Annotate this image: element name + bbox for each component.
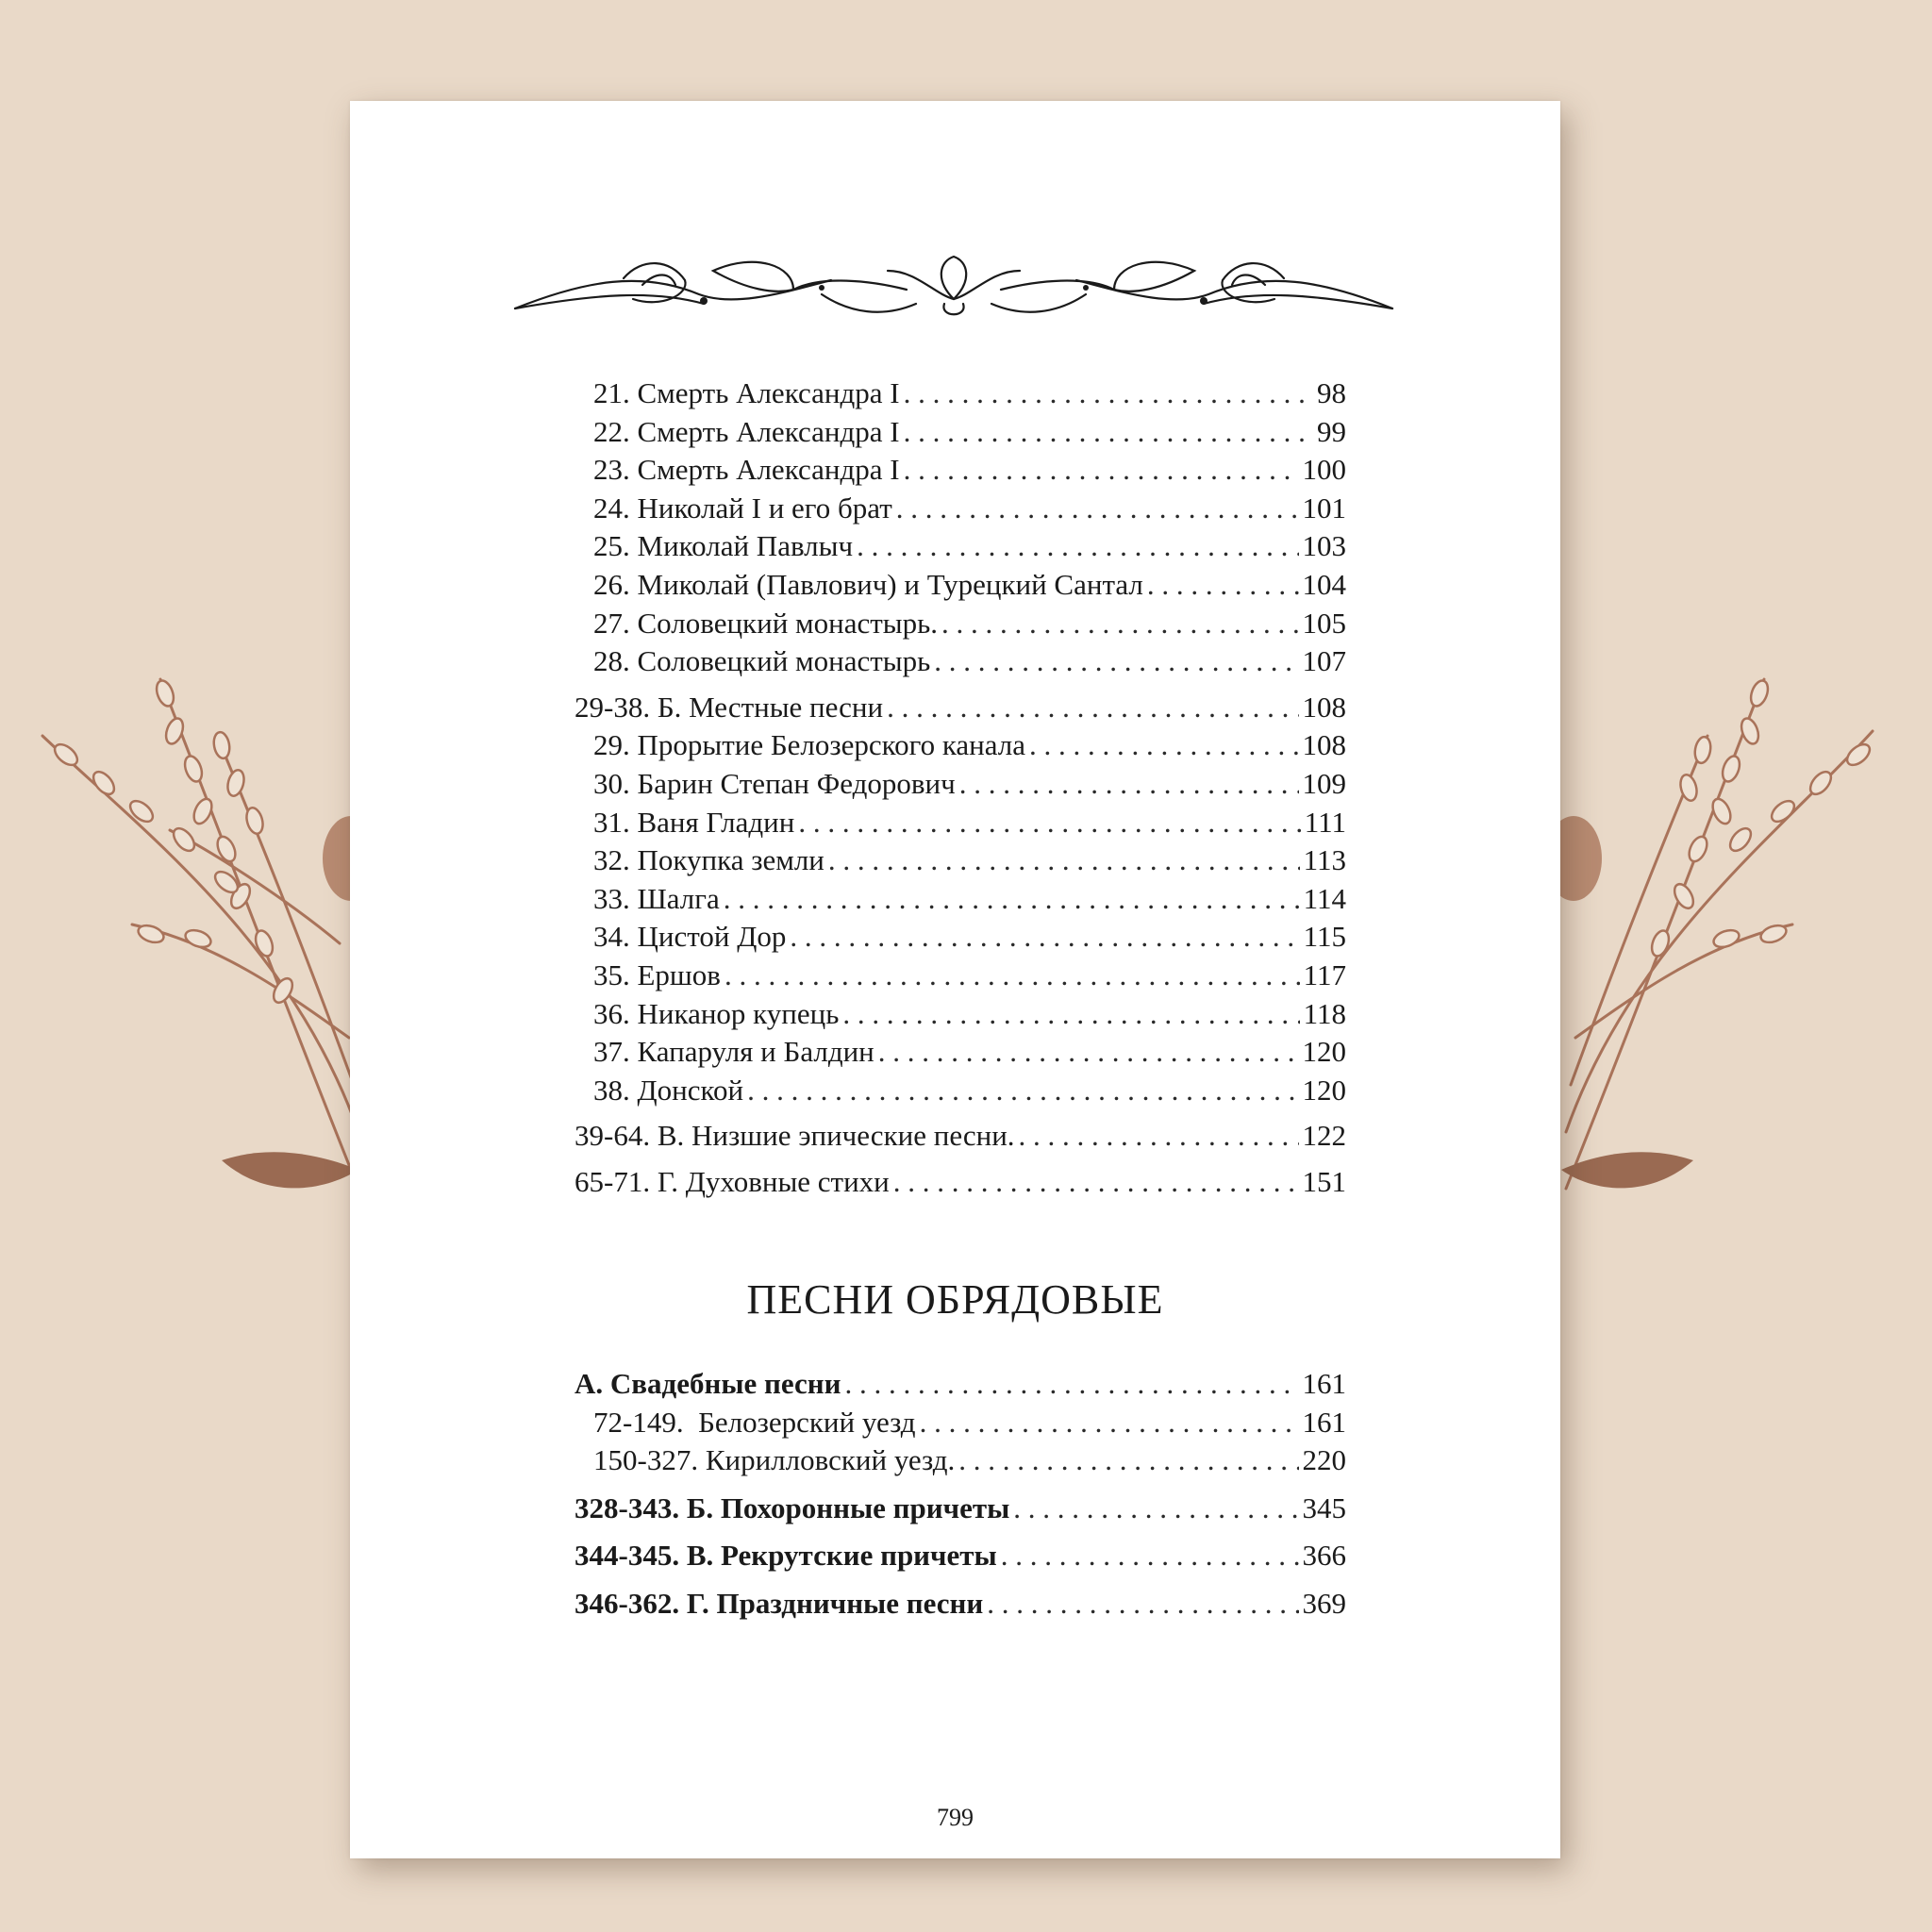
entry-title: Г. Праздничные песни <box>686 1586 984 1620</box>
toc-entry <box>575 375 1346 413</box>
dot-leader <box>828 841 1300 880</box>
entry-page: 369 <box>1302 1586 1346 1620</box>
toc-entry <box>575 995 1346 1034</box>
toc-entry <box>575 642 1346 681</box>
entry-number: 72-149. <box>593 1405 684 1439</box>
entry-number: 65-71. <box>575 1164 651 1198</box>
entry-title: Смерть Александра I <box>637 376 900 409</box>
dot-leader <box>958 1441 1298 1480</box>
dot-leader <box>904 413 1313 452</box>
toc-entry <box>575 918 1346 957</box>
right-leaf-icon <box>1561 1152 1693 1188</box>
entry-title: Ваня Гладин <box>637 805 795 839</box>
entry-page: 111 <box>1304 805 1346 839</box>
dot-leader <box>1147 566 1299 605</box>
entry-number: 30. <box>593 766 630 800</box>
entry-title: Цистой Дор <box>637 920 787 954</box>
dot-leader <box>896 490 1299 528</box>
entry-title: В. Рекрутские причеты <box>686 1539 997 1573</box>
entry-title: Донской <box>637 1073 744 1107</box>
entry-title: Б. Местные песни <box>657 690 884 724</box>
entry-number: 28. <box>593 644 630 678</box>
entry-number: 21. <box>593 376 630 409</box>
toc-section-entry <box>575 1117 1346 1156</box>
entry-number: 150-327. <box>593 1443 699 1477</box>
entry-number: 36. <box>593 996 630 1030</box>
entry-title: Смерть Александра I <box>637 414 900 448</box>
entry-title: Кирилловский уезд. <box>705 1443 956 1477</box>
entry-number: 29-38. <box>575 690 651 724</box>
entry-title: Прорытие Белозерского канала <box>637 728 1026 762</box>
toc-entry <box>575 841 1346 880</box>
toc-entry <box>575 490 1346 528</box>
entry-title: Соловецкий монастырь. <box>637 606 939 640</box>
dot-leader <box>934 642 1298 681</box>
entry-page: 120 <box>1302 1073 1346 1107</box>
entry-page: 108 <box>1302 728 1346 762</box>
dot-leader <box>724 957 1300 995</box>
toc-entry <box>575 765 1346 804</box>
toc-entry <box>575 880 1346 919</box>
entry-page: 101 <box>1302 491 1346 525</box>
entry-number: 24. <box>593 491 630 525</box>
toc-entry <box>575 451 1346 490</box>
dot-leader <box>845 1365 1299 1404</box>
entry-number: 32. <box>593 843 630 877</box>
entry-number: 39-64. <box>575 1119 651 1153</box>
entry-page: 118 <box>1303 996 1346 1030</box>
entry-number: 33. <box>593 881 630 915</box>
toc-entry <box>575 1404 1346 1442</box>
toc-entry <box>575 566 1346 605</box>
dot-leader <box>904 451 1299 490</box>
toc-section-entry <box>575 1585 1346 1624</box>
entry-title: Б. Похоронные причеты <box>686 1491 1010 1524</box>
toc-entry <box>575 1441 1346 1480</box>
left-leaf-icon <box>222 1152 358 1188</box>
entry-number: 29. <box>593 728 630 762</box>
toc-section-entry <box>575 1365 1346 1404</box>
dot-leader <box>747 1072 1298 1110</box>
entry-title: Николай I и его брат <box>637 491 892 525</box>
page-number: 799 <box>937 1804 974 1831</box>
entry-page: 115 <box>1303 920 1346 954</box>
entry-title: В. Низшие эпические песни. <box>657 1119 1015 1153</box>
entry-number: 34. <box>593 920 630 954</box>
toc-entry <box>575 605 1346 643</box>
dot-leader <box>1013 1490 1298 1528</box>
entry-title: Смерть Александра I <box>637 453 900 487</box>
toc-entry <box>575 527 1346 566</box>
toc-section-entry <box>575 689 1346 727</box>
entry-number: 27. <box>593 606 630 640</box>
dot-leader <box>904 375 1313 413</box>
dot-leader <box>959 765 1299 804</box>
entry-number: 25. <box>593 529 630 563</box>
entry-number: 37. <box>593 1035 630 1069</box>
entry-title: Белозерский уезд <box>698 1405 916 1439</box>
book-page <box>350 101 1560 1858</box>
dot-leader <box>790 918 1299 957</box>
ribbon-ornament-icon <box>510 242 1397 327</box>
entry-number: 38. <box>593 1073 630 1107</box>
entry-page: 107 <box>1302 644 1346 678</box>
dot-leader <box>920 1404 1299 1442</box>
entry-page: 122 <box>1302 1119 1346 1153</box>
entry-title: Капаруля и Балдин <box>637 1035 874 1069</box>
dot-leader <box>887 689 1298 727</box>
entry-page: 220 <box>1302 1443 1346 1477</box>
entry-page: 151 <box>1302 1164 1346 1198</box>
entry-title: Барин Степан Федорович <box>637 766 956 800</box>
toc-entry <box>575 804 1346 842</box>
toc-section-entry <box>575 1490 1346 1528</box>
dot-leader <box>893 1163 1299 1202</box>
entry-page: 366 <box>1302 1539 1346 1573</box>
entry-page: 100 <box>1302 453 1346 487</box>
toc-list-epic <box>575 375 1346 1201</box>
entry-number: 23. <box>593 453 630 487</box>
entry-page: 161 <box>1302 1367 1346 1400</box>
entry-number: А. <box>575 1367 604 1400</box>
toc-entry <box>575 413 1346 452</box>
entry-page: 120 <box>1302 1035 1346 1069</box>
entry-page: 108 <box>1302 690 1346 724</box>
entry-number: 346-362. <box>575 1586 680 1620</box>
dot-leader <box>857 527 1298 566</box>
entry-title: Покупка земли <box>637 843 824 877</box>
toc-entry <box>575 1033 1346 1072</box>
dot-leader <box>878 1033 1299 1072</box>
dot-leader <box>1029 726 1298 765</box>
entry-title: Г. Духовные стихи <box>657 1164 890 1198</box>
entry-page: 109 <box>1302 766 1346 800</box>
toc-list-ritual <box>575 1365 1346 1624</box>
entry-page: 103 <box>1302 529 1346 563</box>
entry-page: 104 <box>1302 567 1346 601</box>
entry-title: Ершов <box>637 958 721 991</box>
dot-leader <box>724 880 1300 919</box>
entry-page: 161 <box>1302 1405 1346 1439</box>
entry-number: 35. <box>593 958 630 991</box>
entry-page: 345 <box>1302 1491 1346 1524</box>
entry-page: 114 <box>1303 881 1346 915</box>
entry-number: 26. <box>593 567 630 601</box>
entry-title: Шалга <box>637 881 720 915</box>
toc-entry <box>575 726 1346 765</box>
dot-leader <box>1019 1117 1299 1156</box>
entry-number: 31. <box>593 805 630 839</box>
entry-title: Миколай (Павлович) и Турецкий Сантал <box>637 567 1143 601</box>
entry-number: 22. <box>593 414 630 448</box>
entry-page: 98 <box>1317 376 1346 409</box>
toc-section-entry <box>575 1537 1346 1575</box>
dot-leader <box>941 605 1298 643</box>
toc-entry <box>575 957 1346 995</box>
toc-section-entry <box>575 1163 1346 1202</box>
dot-leader <box>987 1585 1298 1624</box>
entry-number: 344-345. <box>575 1539 680 1573</box>
entry-page: 117 <box>1303 958 1346 991</box>
entry-page: 105 <box>1302 606 1346 640</box>
entry-page: 113 <box>1303 843 1346 877</box>
entry-number: 328-343. <box>575 1491 680 1524</box>
dot-leader <box>798 804 1300 842</box>
entry-title: Миколай Павлыч <box>637 529 854 563</box>
entry-title: Соловецкий монастырь <box>637 644 931 678</box>
dot-leader <box>842 995 1299 1034</box>
toc-entry <box>575 1072 1346 1110</box>
section-title: ПЕСНИ ОБРЯДОВЫЕ <box>746 1276 1164 1323</box>
entry-page: 99 <box>1317 414 1346 448</box>
entry-title: Свадебные песни <box>609 1367 841 1400</box>
dot-leader <box>1001 1537 1299 1575</box>
entry-title: Никанор купець <box>637 996 840 1030</box>
